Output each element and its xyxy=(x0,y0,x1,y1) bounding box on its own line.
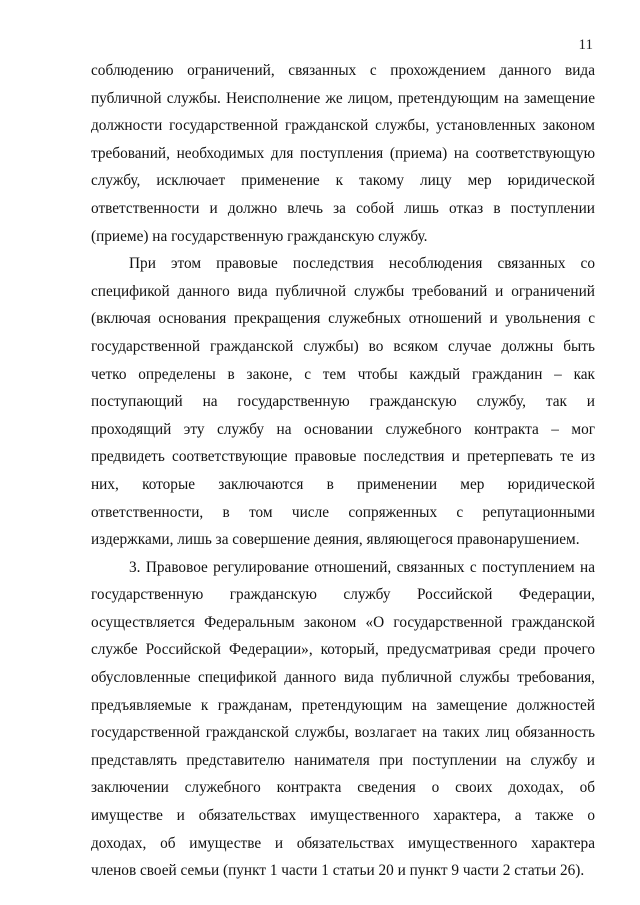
text-line: них, которые заключаются в применении мер юридической xyxy=(91,475,595,493)
text-line: обусловленные спецификой данного вида публичной службы требования, xyxy=(91,669,595,687)
text-line: членов своей семьи (пункт 1 части 1 статьи 20 и пункт 9 части 2 статьи 26). xyxy=(91,862,585,880)
text-line: государственную гражданскую службу Российской Федерации, xyxy=(91,586,595,604)
text-line: четко определены в законе, с тем чтобы каждый гражданин – как xyxy=(91,365,595,383)
text-line: государственной гражданской службы) во всяком случае должны быть xyxy=(91,337,595,355)
text-line: ответственности и должно влечь за собой лишь отказ в поступлении xyxy=(91,199,595,217)
text-line: имуществе и обязательствах имущественного характера, а также о xyxy=(91,807,595,825)
text-line: осуществляется Федеральным законом «О государственной гражданской xyxy=(91,613,595,631)
text-line: ответственности, в том числе сопряженных с репутационными xyxy=(91,503,595,521)
paragraph-continuation xyxy=(91,57,595,250)
text-line: 3. Правовое регулирование отношений, связанных с поступлением на xyxy=(129,558,595,576)
text-line: предвидеть соответствующие правовые последствия и претерпевать те из xyxy=(91,448,595,466)
text-line: издержками, лишь за совершение деяния, являющегося правонарушением. xyxy=(91,531,580,549)
text-line: доходах, об имуществе и обязательствах имущественного характера xyxy=(91,834,595,852)
text-line: представлять представителю нанимателя при поступлении на службу и xyxy=(91,751,595,769)
text-line: спецификой данного вида публичной службы требований и ограничений xyxy=(91,282,595,300)
text-line: должности государственной гражданской службы, установленных законом xyxy=(91,117,595,135)
paragraph-legal-consequences xyxy=(91,250,595,554)
text-line: предъявляемые к гражданам, претендующим на замещение должностей xyxy=(91,696,595,714)
text-line: При этом правовые последствия несоблюдения связанных со xyxy=(129,255,595,273)
text-line: требований, необходимых для поступления (приема) на соответствующую xyxy=(91,144,595,162)
text-line: поступающий на государственную гражданскую службу, так и xyxy=(91,393,595,411)
text-line: проходящий эту службу на основании служебного контракта – мог xyxy=(91,420,595,438)
text-line: (приеме) на государственную гражданскую службу. xyxy=(91,227,428,245)
text-line: службу, исключает применение к такому лицу мер юридической xyxy=(91,172,595,190)
text-line: публичной службы. Неисполнение же лицом, претендующим на замещение xyxy=(91,89,595,107)
text-line: соблюдению ограничений, связанных с прохождением данного вида xyxy=(91,62,595,79)
text-line: государственной гражданской службы, возлагает на таких лиц обязанность xyxy=(91,724,595,742)
text-line: заключении служебного контракта сведения о своих доходах, об xyxy=(91,779,595,797)
text-line: (включая основания прекращения служебных отношений и увольнения с xyxy=(91,310,595,328)
document-body xyxy=(91,57,595,885)
paragraph-section-3 xyxy=(91,554,595,885)
page-number: 11 xyxy=(578,37,593,53)
text-line: службе Российской Федерации», который, предусматривая среди прочего xyxy=(91,641,595,659)
